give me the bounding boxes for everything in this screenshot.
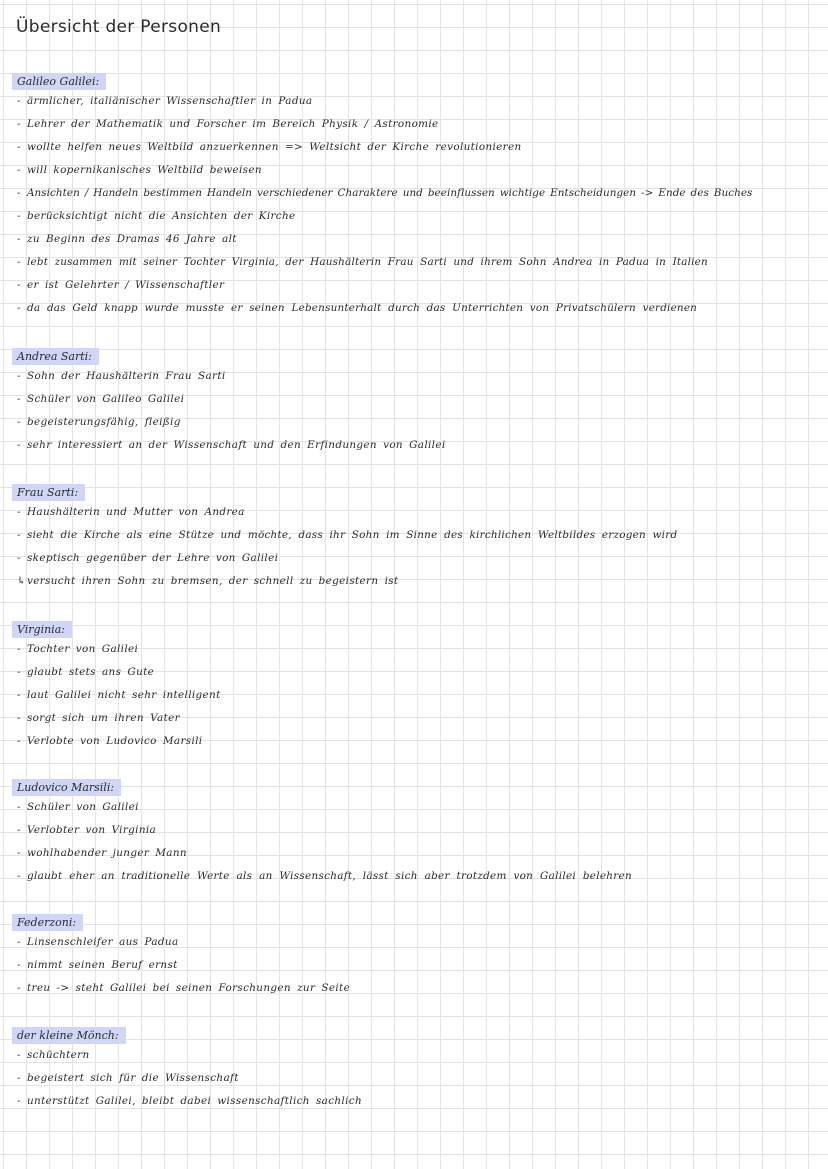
list-item-note [17,570,828,593]
list-item [17,365,828,388]
item-list [0,931,828,1000]
list-item [17,707,828,730]
bullet-dash: - [17,164,21,176]
bullet-dash: - [17,370,21,382]
list-item [17,297,828,320]
item-text: er ist Gelehrter / Wissenschaftler [27,279,225,291]
bullet-dash: - [17,666,21,678]
item-text: sehr interessiert an der Wissenschaft und den Erfindungen von Galilei [27,439,446,451]
section-heading: der kleine Mönch: [12,1027,126,1044]
item-text: skeptisch gegenüber der Lehre von Galilei [27,552,279,564]
list-item [17,954,828,977]
list-item [17,136,828,159]
section-frau-sarti [0,481,828,593]
item-text: sieht die Kirche als eine Stütze und möchte, dass ihr Sohn im Sinne des kirchlichen Weltbildes erzogen wird [27,529,678,541]
section-heading: Ludovico Marsili: [12,779,121,796]
section-ludovico-marsili [0,776,828,888]
list-item [17,113,828,136]
item-text: Ansichten / Handeln bestimmen Handeln verschiedener Charaktere und beeinflussen wichtige Entscheidungen -> Ende des Buches [27,187,753,199]
list-item [17,977,828,1000]
list-item [17,228,828,251]
item-list [0,638,828,753]
list-item [17,547,828,570]
bullet-dash: - [17,1072,21,1084]
list-item [17,388,828,411]
item-text: nimmt seinen Beruf ernst [27,959,178,971]
item-list [0,1044,828,1113]
bullet-dash: - [17,735,21,747]
bullet-dash: - [17,439,21,451]
bullet-dash: - [17,233,21,245]
item-text: Schüler von Galileo Galilei [27,393,185,405]
bullet-dash: - [17,982,21,994]
item-text: zu Beginn des Dramas 46 Jahre alt [27,233,237,245]
list-item [17,865,828,888]
bullet-dash: - [17,936,21,948]
item-text: Haushälterin und Mutter von Andrea [27,506,245,518]
list-item [17,1090,828,1113]
item-text: will kopernikanisches Weltbild beweisen [27,164,262,176]
bullet-dash: - [17,824,21,836]
item-text: treu -> steht Galilei bei seinen Forschungen zur Seite [27,982,351,994]
section-der-kleine-moench [0,1024,828,1113]
section-federzoni [0,911,828,1000]
bullet-dash: - [17,1095,21,1107]
bullet-dash: - [17,118,21,130]
list-item [17,251,828,274]
bullet-dash: - [17,529,21,541]
section-virginia [0,618,828,753]
list-item [17,661,828,684]
list-item [17,205,828,228]
list-item [17,434,828,457]
item-text: Lehrer der Mathematik und Forscher im Bereich Physik / Astronomie [27,118,439,130]
item-text: berücksichtigt nicht die Ansichten der Kirche [27,210,296,222]
item-text: unterstützt Galilei, bleibt dabei wissenschaftlich sachlich [27,1095,362,1107]
item-text: Verlobte von Ludovico Marsili [27,735,203,747]
item-list [0,796,828,888]
bullet-dash: - [17,712,21,724]
list-item [17,182,828,205]
item-text: wohlhabender junger Mann [27,847,187,859]
list-item [17,1044,828,1067]
list-item [17,524,828,547]
section-heading: Galileo Galilei: [12,73,106,90]
bullet-dash: - [17,141,21,153]
bullet-dash: - [17,689,21,701]
item-text: glaubt eher an traditionelle Werte als an Wissenschaft, lässt sich aber trotzdem von Galilei belehren [27,870,632,882]
item-text: Linsenschleifer aus Padua [27,936,179,948]
bullet-dash: - [17,643,21,655]
section-heading: Virginia: [12,621,72,638]
bullet-dash: - [17,959,21,971]
list-item [17,1067,828,1090]
arrow-return-icon: ↳ [17,575,27,587]
item-text: lebt zusammen mit seiner Tochter Virginia, der Haushälterin Frau Sarti und ihrem Sohn Andrea in Padua in Italien [27,256,708,268]
item-text: versucht ihren Sohn zu bremsen, der schnell zu begeistern ist [27,575,399,587]
item-text: Schüler von Galilei [27,801,139,813]
item-text: begeisterungsfähig, fleißig [27,416,181,428]
item-text: sorgt sich um ihren Vater [27,712,180,724]
section-andrea-sarti [0,345,828,457]
item-list [0,365,828,457]
item-text: begeistert sich für die Wissenschaft [27,1072,239,1084]
list-item [17,638,828,661]
list-item [17,796,828,819]
bullet-dash: - [17,279,21,291]
section-heading: Federzoni: [12,914,83,931]
bullet-dash: - [17,393,21,405]
bullet-dash: - [17,302,21,314]
list-item [17,159,828,182]
bullet-dash: - [17,506,21,518]
bullet-dash: - [17,847,21,859]
page-title: Übersicht der Personen [16,17,222,37]
list-item [17,501,828,524]
item-list [0,90,828,320]
item-text: laut Galilei nicht sehr intelligent [27,689,221,701]
list-item [17,90,828,113]
item-text: schüchtern [27,1049,90,1061]
bullet-dash: - [17,187,21,199]
section-galileo-galilei [0,70,828,320]
list-item [17,411,828,434]
list-item [17,931,828,954]
item-text: glaubt stets ans Gute [27,666,155,678]
item-text: ärmlicher, italiänischer Wissenschaftler in Padua [27,95,313,107]
item-list [0,501,828,593]
bullet-dash: - [17,1049,21,1061]
bullet-dash: - [17,210,21,222]
section-heading: Andrea Sarti: [12,348,99,365]
bullet-dash: - [17,552,21,564]
bullet-dash: - [17,801,21,813]
list-item [17,730,828,753]
list-item [17,819,828,842]
list-item [17,842,828,865]
section-heading: Frau Sarti: [12,484,85,501]
bullet-dash: - [17,95,21,107]
bullet-dash: - [17,870,21,882]
bullet-dash: - [17,256,21,268]
bullet-dash: - [17,416,21,428]
item-text: Sohn der Haushälterin Frau Sarti [27,370,226,382]
list-item [17,274,828,297]
item-text: Tochter von Galilei [27,643,139,655]
item-text: Verlobter von Virginia [27,824,157,836]
item-text: wollte helfen neues Weltbild anzuerkennen => Weltsicht der Kirche revolutionieren [27,141,522,153]
list-item [17,684,828,707]
item-text: da das Geld knapp wurde musste er seinen Lebensunterhalt durch das Unterrichten von Privatschülern verdienen [27,302,698,314]
